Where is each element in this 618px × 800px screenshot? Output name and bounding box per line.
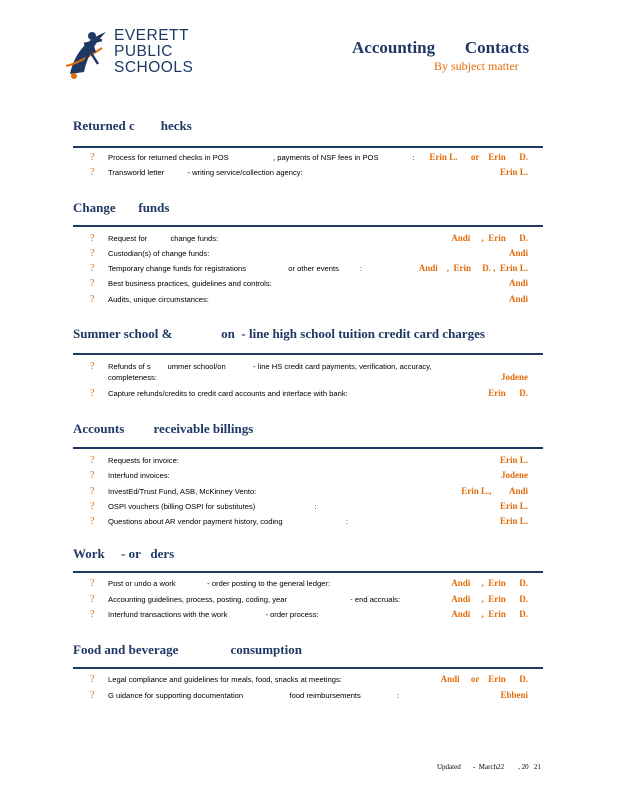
item-contact: Erin L. [499, 516, 528, 526]
question-bullet-icon: ? [90, 263, 95, 274]
item-contact: Jodene [501, 470, 528, 480]
section-divider [73, 353, 543, 355]
section-divider [73, 146, 543, 148]
item-contact: Erin L., Andi [461, 486, 528, 496]
question-bullet-icon: ? [90, 470, 95, 481]
logo-line-1: EVERETT [114, 27, 189, 44]
question-bullet-icon: ? [90, 233, 95, 244]
page-title: Accounting Contacts [352, 38, 530, 57]
question-bullet-icon: ? [90, 152, 95, 163]
item-description: OSPI vouchers (billing OSPI for substitutes) : [108, 502, 317, 511]
logo-line-3: SCHOOLS [114, 59, 194, 76]
section-title-change-funds: Change funds [73, 200, 170, 215]
question-bullet-icon: ? [90, 578, 95, 589]
question-bullet-icon: ? [90, 486, 95, 497]
question-bullet-icon: ? [90, 248, 95, 259]
item-contact: Andi , Erin D. [451, 594, 528, 604]
item-description: Post or undo a work - order posting to the general ledger: [108, 579, 331, 588]
item-description: Legal compliance and guidelines for meals, food, snacks at meetings: [108, 675, 342, 684]
question-bullet-icon: ? [90, 278, 95, 289]
section-title-returned-checks: Returned c hecks [73, 118, 192, 133]
section-divider [73, 667, 543, 669]
item-contact: Erin L. [499, 501, 528, 511]
logo-text [114, 28, 193, 76]
item-description: Interfund invoices: [108, 471, 170, 480]
question-bullet-icon: ? [90, 594, 95, 605]
item-description: Custodian(s) of change funds: [108, 249, 210, 258]
item-description: Temporary change funds for registrations or other events : [108, 264, 363, 273]
item-description: Accounting guidelines, process, posting, coding, year - end accruals: [108, 595, 401, 604]
item-contact: Andi , Erin D. [451, 578, 528, 588]
question-bullet-icon: ? [90, 674, 95, 685]
item-contact: Andi or Erin D. [440, 674, 528, 684]
item-contact: Andi , Erin D. [451, 233, 528, 243]
item-description: Audits, unique circumstances: [108, 295, 209, 304]
item-contact: Andi [508, 294, 528, 304]
logo-line-2: PUBLIC [114, 43, 173, 60]
item-contact: Andi , Erin D. , Erin L. [418, 263, 528, 273]
question-bullet-icon: ? [90, 455, 95, 466]
question-bullet-icon: ? [90, 361, 95, 372]
item-description: Capture refunds/credits to credit card accounts and interface with bank: [108, 389, 348, 398]
item-description: Best business practices, guidelines and controls: [108, 279, 272, 288]
question-bullet-icon: ? [90, 294, 95, 305]
item-contact: Erin L. [499, 167, 528, 177]
item-description: InvestEd/Trust Fund, ASB, McKinney Vento: [108, 487, 257, 496]
question-bullet-icon: ? [90, 388, 95, 399]
section-divider [73, 571, 543, 573]
item-description: Transworld letter - writing service/collection agency: [108, 168, 303, 177]
question-bullet-icon: ? [90, 690, 95, 701]
item-description: Interfund transactions with the work - order process: [108, 610, 319, 619]
updated-date: Updated - March22 , 20 21 [437, 763, 541, 771]
item-contact: Jodene [501, 372, 528, 382]
item-description: Requests for invoice: [108, 456, 179, 465]
item-description: Process for returned checks in POS , payments of NSF fees in POS : [108, 153, 415, 162]
question-bullet-icon: ? [90, 516, 95, 527]
item-description: Request for change funds: [108, 234, 219, 243]
section-title-food-beverage: Food and beverage consumption [73, 642, 302, 657]
question-bullet-icon: ? [90, 609, 95, 620]
item-contact: Andi , Erin D. [451, 609, 528, 619]
question-bullet-icon: ? [90, 501, 95, 512]
section-title-summer-school: Summer school & on - line high school tuition credit card charges [73, 326, 485, 341]
logo-emblem-icon [62, 26, 118, 84]
item-contact: Andi [508, 278, 528, 288]
item-description: Questions about AR vendor payment history, coding : [108, 517, 349, 526]
question-bullet-icon: ? [90, 167, 95, 178]
section-divider [73, 447, 543, 449]
item-contact: Erin L. [499, 455, 528, 465]
item-description: G uidance for supporting documentation food reimbursements : [108, 691, 399, 700]
section-title-accounts-receivable: Accounts receivable billings [73, 421, 254, 436]
item-description: Refunds of s ummer school/on - line HS credit card payments, verification, accuracy, completeness: [108, 362, 432, 382]
item-contact: Andi [508, 248, 528, 258]
page-subtitle: By subject matter [434, 59, 519, 73]
item-contact: Erin D. [488, 388, 528, 398]
item-contact: Erin L. or Erin D. [429, 152, 528, 162]
district-logo [62, 26, 202, 84]
item-contact: Ebbeni [500, 690, 528, 700]
section-title-work-orders: Work - or ders [73, 546, 175, 561]
section-divider [73, 225, 543, 227]
